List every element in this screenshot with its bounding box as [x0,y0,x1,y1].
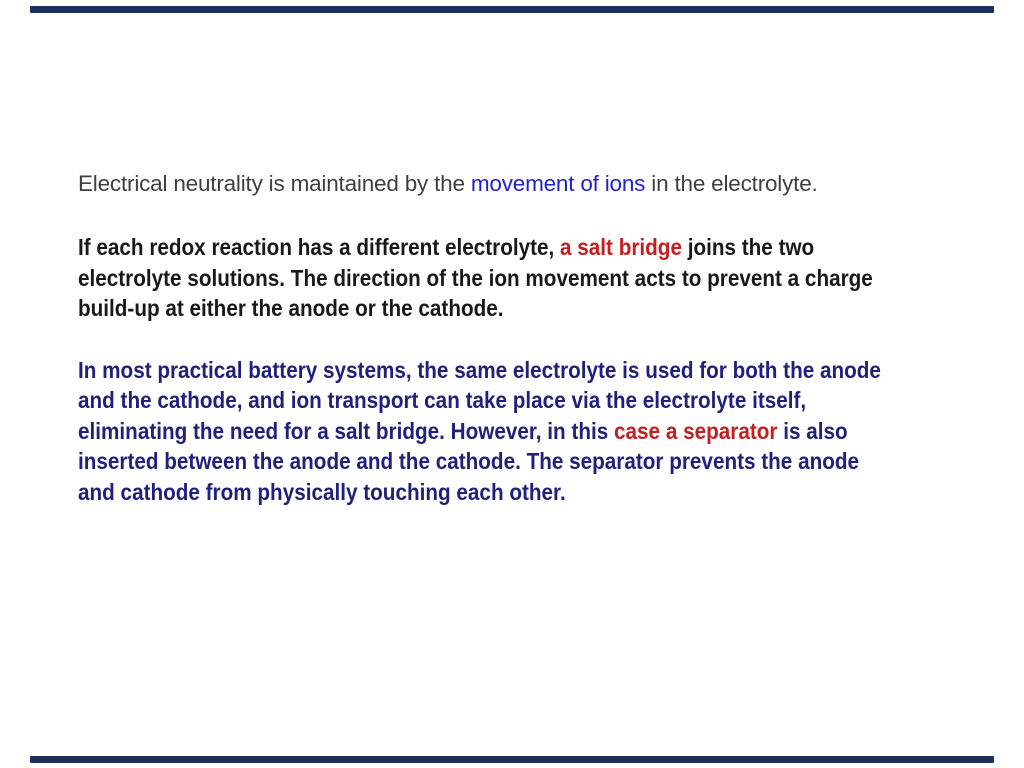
separator-paragraph [78,355,888,508]
text-segment: and the cathode, and ion transport can take place via the electrolyte itself, [78,387,807,413]
intro-paragraph [78,168,978,199]
text-line [78,168,978,199]
text-segment: eliminating the need for a salt bridge. However, in this [78,417,615,444]
text-segment: If each redox reaction has a different electrolyte, [78,234,561,260]
text-line [78,446,888,477]
text-segment: and cathode from physically touching each other. [78,478,566,505]
text-line [78,416,888,447]
text-segment: in the electrolyte. [645,171,818,196]
text-segment-blue: movement of ions [470,171,646,196]
text-segment: is also [777,417,848,444]
slide-body-text [78,168,978,507]
text-line [78,293,888,324]
text-segment: joins the two [681,234,815,260]
text-line [78,477,888,508]
top-accent-bar [30,6,994,13]
text-line [78,355,888,386]
text-segment-red: a salt bridge [560,234,682,260]
text-line [78,385,888,416]
text-line [78,263,888,294]
text-segment: Electrical neutrality is maintained by the [78,171,471,196]
text-segment: In most practical battery systems, the same electrolyte is used for both the anode [78,356,881,383]
text-segment: inserted between the anode and the cathode. The separator prevents the anode [78,448,860,474]
text-line [78,232,888,263]
text-segment-red: case a separator [614,417,778,444]
text-segment: build-up at either the anode or the cathode. [78,295,504,321]
text-segment: electrolyte solutions. The direction of the ion movement acts to prevent a charge [78,264,873,291]
salt-bridge-paragraph [78,232,888,324]
bottom-accent-bar [30,756,994,763]
